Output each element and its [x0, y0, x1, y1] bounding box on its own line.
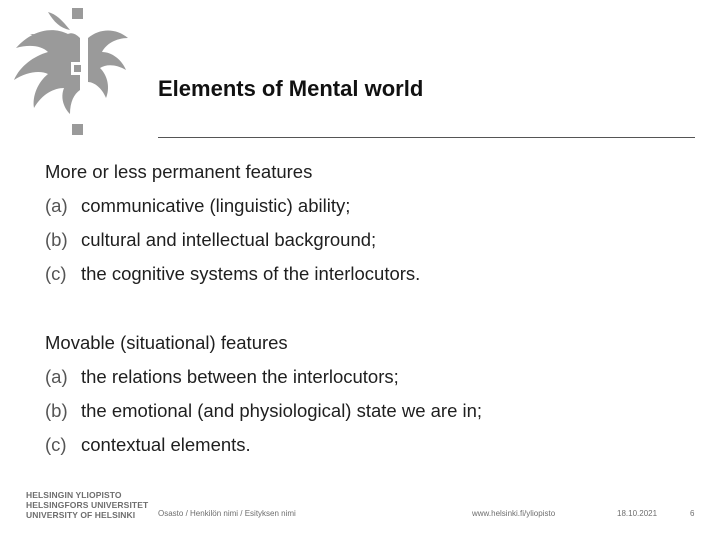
item-marker: (b) [45, 400, 68, 421]
university-logo-icon [8, 4, 148, 140]
item-marker: (a) [45, 195, 68, 216]
footer-website: www.helsinki.fi/yliopisto [472, 509, 556, 518]
item-text: contextual elements. [81, 434, 251, 455]
footer-date: 18.10.2021 [617, 509, 658, 518]
list-item [45, 434, 251, 456]
footer-department: Osasto / Henkilön nimi / Esityksen nimi [158, 509, 296, 518]
list-item [45, 195, 350, 217]
footer-page-number: 6 [690, 509, 695, 518]
section-heading-permanent: More or less permanent features [45, 161, 313, 182]
list-item [45, 400, 482, 422]
item-marker: (c) [45, 434, 67, 455]
list-item [45, 263, 420, 285]
item-text: the emotional (and physiological) state we are in; [81, 400, 483, 421]
list-item [45, 366, 399, 388]
item-text: cultural and intellectual background; [81, 229, 377, 250]
section-heading-movable: Movable (situational) features [45, 332, 288, 353]
slide-title: Elements of Mental world [158, 76, 424, 101]
footer-brand-line: HELSINGIN YLIOPISTO [26, 490, 122, 500]
footer-university-name [26, 490, 148, 520]
item-marker: (c) [45, 263, 67, 284]
footer-brand-line: UNIVERSITY OF HELSINKI [26, 510, 136, 520]
item-text: communicative (linguistic) ability; [81, 195, 351, 216]
list-item [45, 229, 376, 251]
item-text: the cognitive systems of the interlocutors. [81, 263, 421, 284]
item-text: the relations between the interlocutors; [81, 366, 399, 387]
title-divider [158, 137, 695, 138]
item-marker: (a) [45, 366, 68, 387]
item-marker: (b) [45, 229, 68, 250]
footer-brand-line: HELSINGFORS UNIVERSITET [26, 500, 149, 510]
